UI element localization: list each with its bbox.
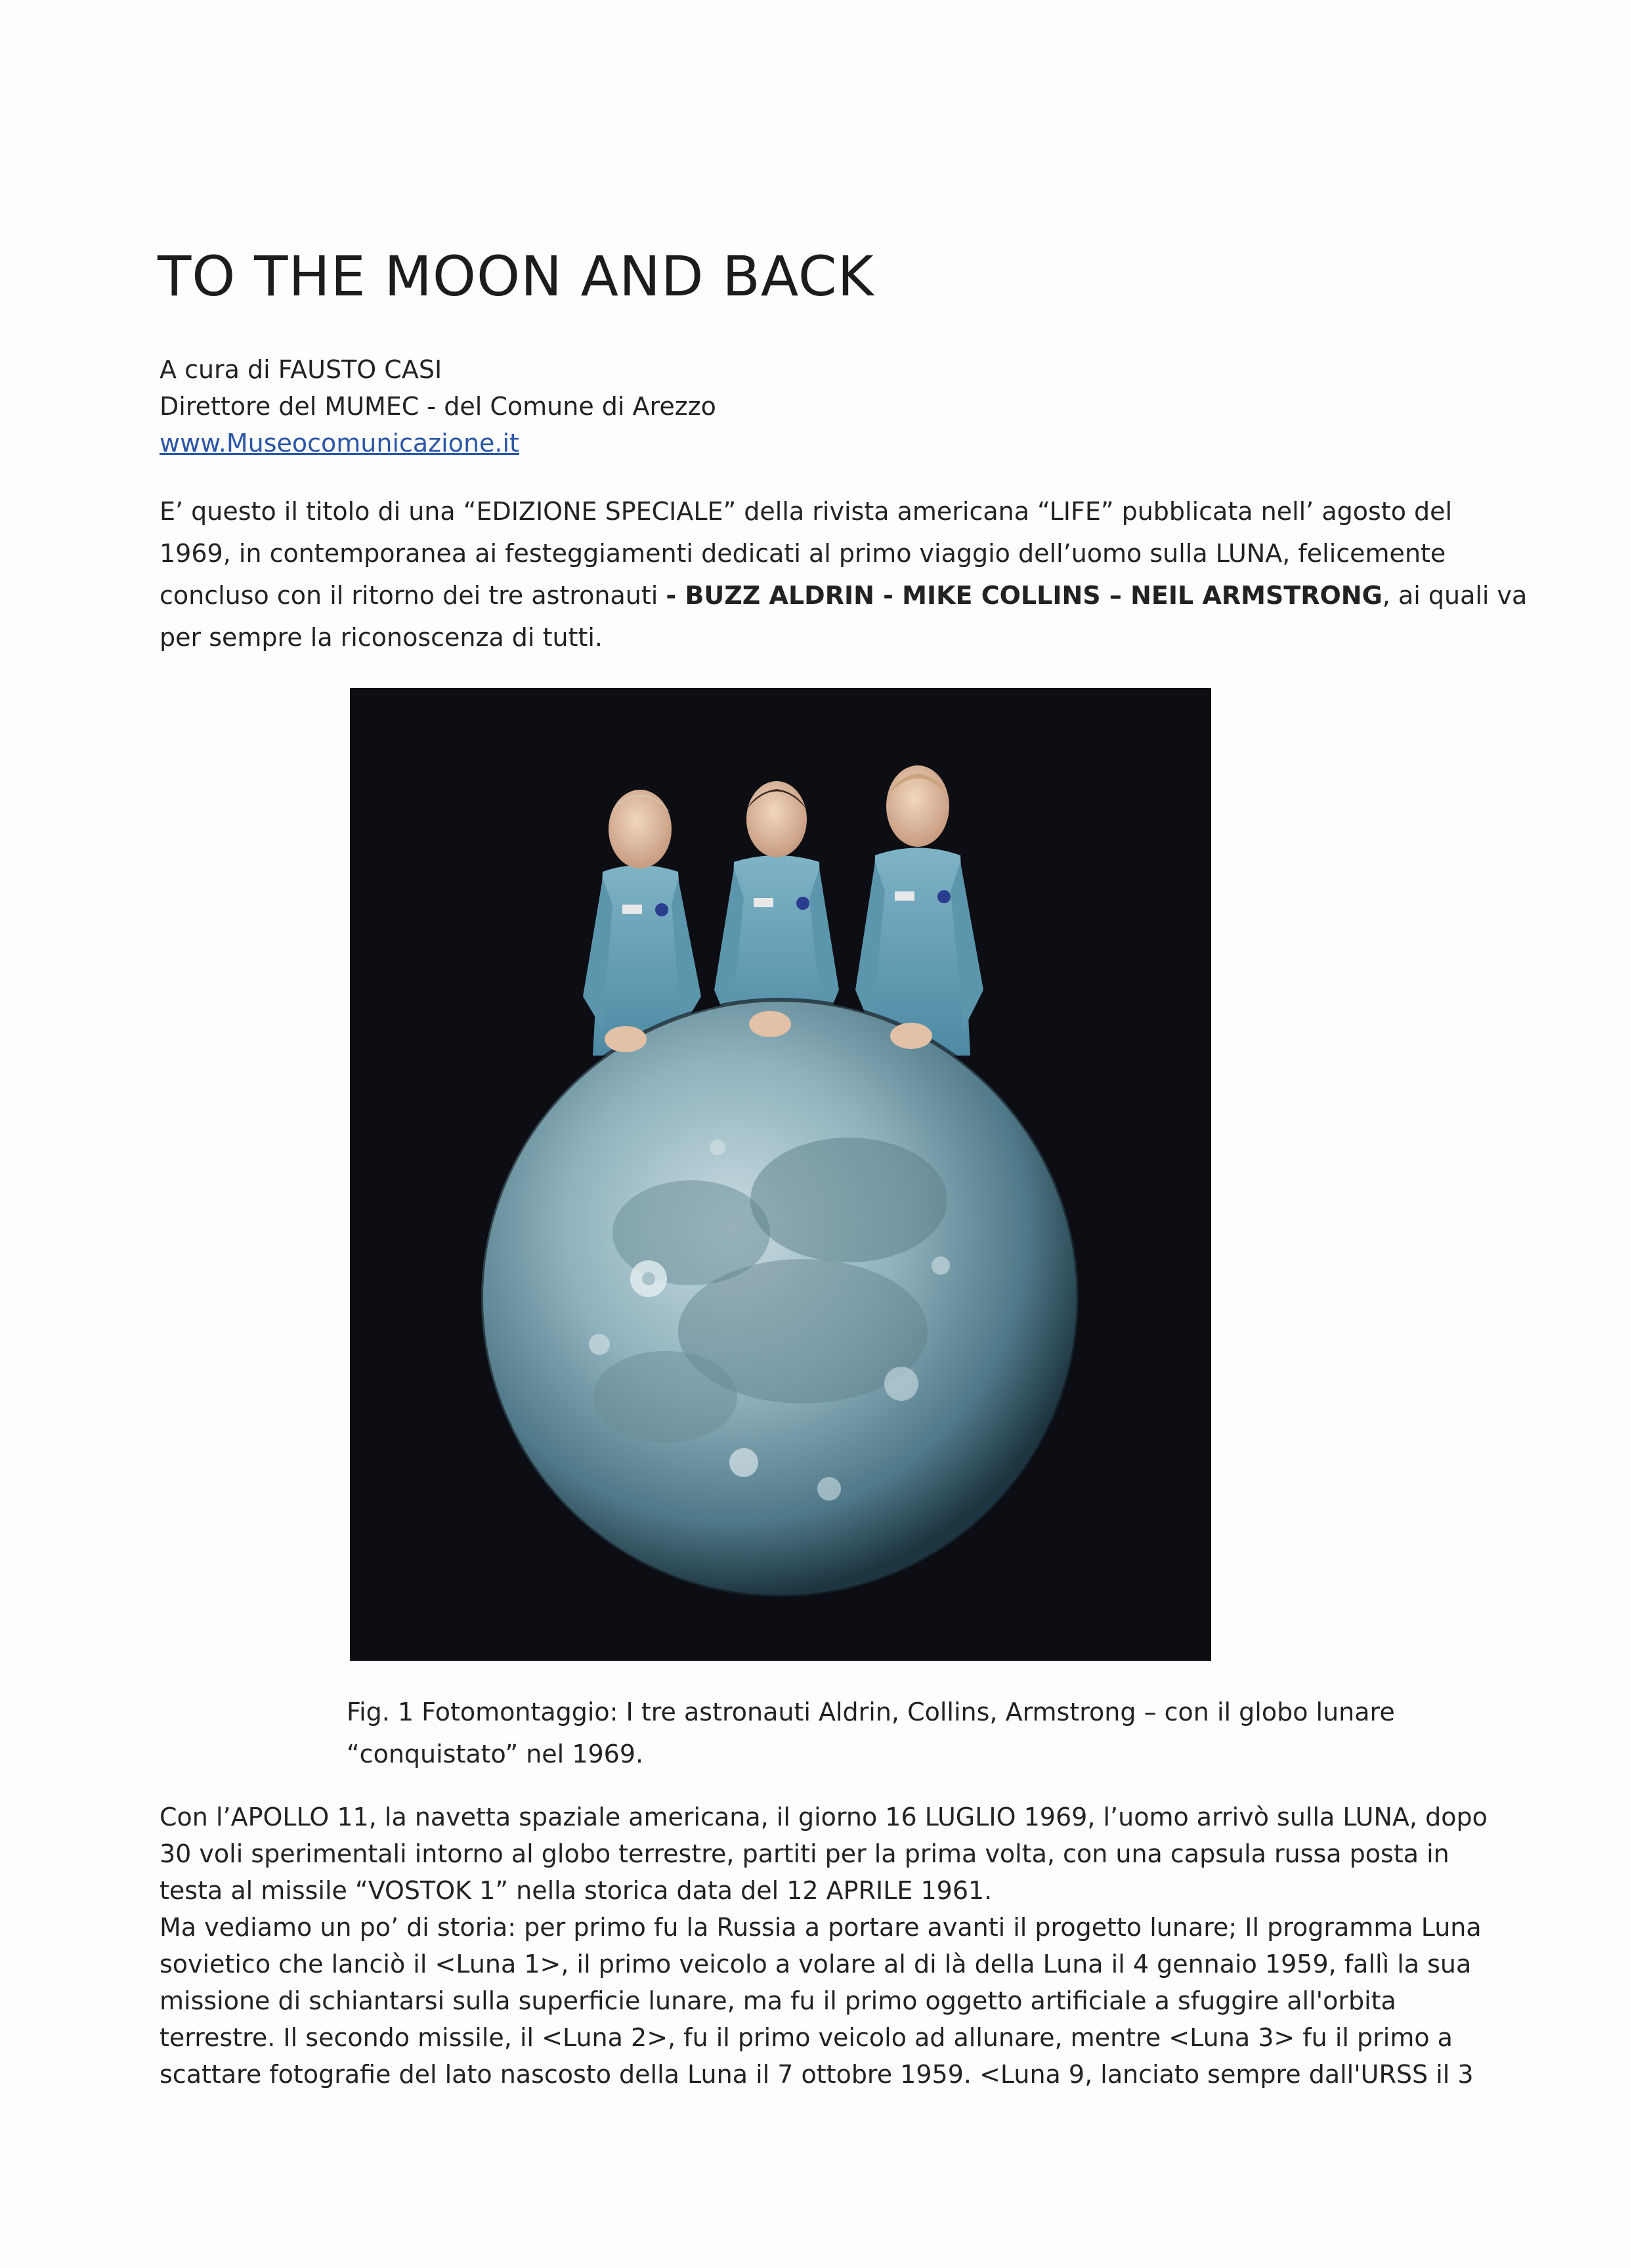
body-line: sovietico che lanciò il <Luna 1>, il primo veicolo a volare al di là della Luna il 4 gennaio 1959, fallì la sua [160,1950,1472,1979]
intro-line: E’ questo il titolo di una “EDIZIONE SPECIALE” della rivista americana “LIFE” pubblicata nell’ agosto del [160,497,1453,526]
author-line: A cura di FAUSTO CASI [160,355,442,384]
body-line: terrestre. Il secondo missile, il <Luna 2>, fu il primo veicolo ad allunare, mentre <Luna 3> fu il primo a [160,2023,1453,2052]
body-line: Con l’APOLLO 11, la navetta spaziale americana, il giorno 16 LUGLIO 1969, l’uomo arrivò sulla LUNA, dopo [160,1803,1488,1831]
moon-globe [481,1000,1079,1597]
intro-line [160,574,1528,616]
caption-line: Fig. 1 Fotomontaggio: I tre astronauti Aldrin, Collins, Armstrong – con il globo lunare [347,1698,1395,1726]
document-title: TO THE MOON AND BACK [158,244,874,309]
body-paragraph [160,1799,1505,2093]
body-line: Ma vediamo un po’ di storia: per primo fu la Russia a portare avanti il progetto lunare; Il programma Luna [160,1913,1482,1942]
body-line: testa al missile “VOSTOK 1” nella storica data del 12 APRILE 1961. [160,1876,993,1905]
body-line: missione di schiantarsi sulla superficie lunare, ma fu il primo oggetto artificiale a sfuggire all'orbita [160,1986,1396,2015]
intro-paragraph [160,490,1528,658]
byline [160,351,716,461]
body-line: scattare fotografie del lato nascosto della Luna il 7 ottobre 1959. <Luna 9, lanciato sempre dall'URSS il 3 [160,2060,1474,2089]
astronaut-names: - BUZZ ALDRIN - MIKE COLLINS – NEIL ARMSTRONG [666,581,1383,610]
caption-line: “conquistato” nel 1969. [347,1740,644,1768]
figure-caption [347,1691,1395,1775]
body-line: 30 voli sperimentali intorno al globo terrestre, partiti per la prima volta, con una capsula russa posta in [160,1839,1449,1868]
intro-line: 1969, in contemporanea ai festeggiamenti dedicati al primo viaggio dell’uomo sulla LUNA, felicemente [160,539,1446,568]
website-link[interactable]: www.Museocomunicazione.it [160,429,519,458]
intro-text: , ai quali va [1382,581,1528,610]
role-line: Direttore del MUMEC - del Comune di Arezzo [160,392,716,421]
intro-text: concluso con il ritorno dei tre astronauti [160,581,666,610]
intro-line: per sempre la riconoscenza di tutti. [160,623,603,652]
astronauts-moon-photo [350,688,1211,1661]
